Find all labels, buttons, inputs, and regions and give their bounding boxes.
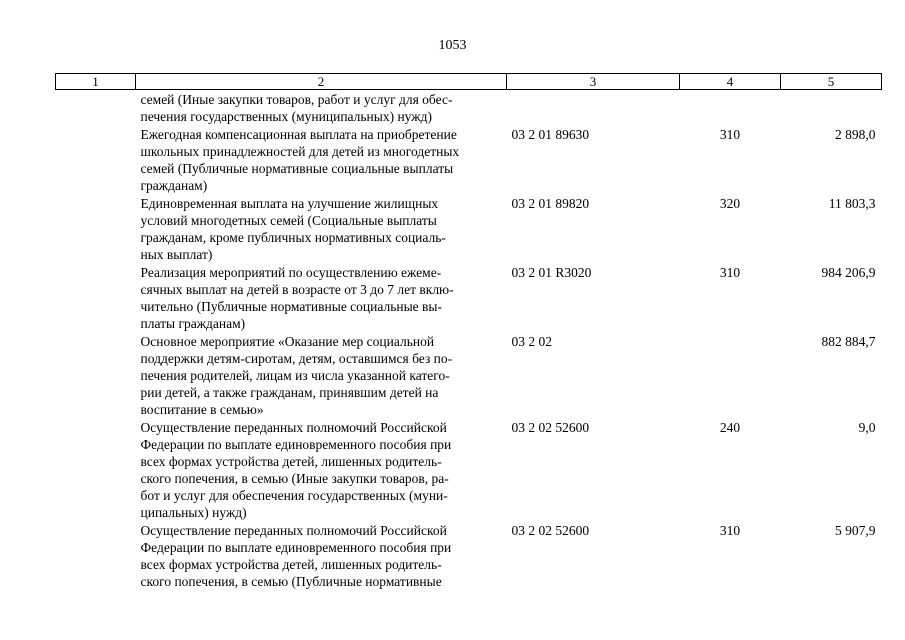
item-name-line: ных выплат) [140, 247, 213, 262]
item-name-line: воспитание в семью» [140, 402, 264, 417]
amount-cell [781, 90, 882, 126]
row-number-cell [56, 521, 136, 590]
row-number-cell [56, 125, 136, 194]
column-header: 1 [56, 74, 136, 90]
classification-code-cell: 03 2 01 89820 [511, 196, 590, 211]
item-name-line: всех формах устройства детей, лишенных родитель- [140, 454, 442, 469]
column-header: 4 [680, 74, 781, 90]
item-name-line: ципальных) нужд) [140, 505, 247, 520]
item-name-line: ского попечения, в семью (Публичные нормативные [140, 574, 442, 589]
item-name-line: семей (Публичные нормативные социальные выплаты [140, 161, 454, 176]
column-header: 3 [507, 74, 680, 90]
item-name-line: Федерации по выплате единовременного пособия при [140, 540, 452, 555]
table-row [56, 263, 882, 332]
item-name-line: гражданам, кроме публичных нормативных социаль- [140, 230, 446, 245]
amount-cell: 5 907,9 [835, 523, 876, 538]
item-name-line: рии детей, а также гражданам, принявшим детей на [140, 385, 439, 400]
classification-code-cell: 03 2 01 89630 [511, 127, 590, 142]
amount-cell: 9,0 [858, 420, 876, 435]
expense-type-cell: 240 [719, 420, 741, 435]
item-name-line: школьных принадлежностей для детей из многодетных [140, 144, 460, 159]
amount-cell: 2 898,0 [835, 127, 876, 142]
row-number-cell [56, 194, 136, 263]
item-name-line: Осуществление переданных полномочий Российской [140, 523, 447, 538]
page-number: 1053 [438, 38, 467, 53]
table-row [56, 332, 882, 418]
table-row [56, 521, 882, 590]
classification-code-cell [507, 90, 680, 126]
item-name-line: платы гражданам) [140, 316, 246, 331]
classification-code-cell: 03 2 02 52600 [511, 420, 590, 435]
classification-code-cell: 03 2 01 R3020 [511, 265, 592, 280]
item-name-line: ского попечения, в семью (Иные закупки товаров, ра- [140, 471, 449, 486]
budget-table [55, 73, 882, 590]
item-name-line: чительно (Публичные нормативные социальные вы- [140, 299, 442, 314]
expense-type-cell: 310 [719, 523, 741, 538]
item-name-line: Федерации по выплате единовременного пособия при [140, 437, 452, 452]
item-name-line: Реализация мероприятий по осуществлению ежеме- [140, 265, 442, 280]
item-name-line: Единовременная выплата на улучшение жилищных [140, 196, 439, 211]
item-name-cell [136, 125, 507, 194]
expense-type-cell: 320 [719, 196, 741, 211]
amount-cell: 11 803,3 [828, 196, 876, 211]
row-number-cell [56, 418, 136, 521]
expense-type-cell [680, 332, 781, 418]
table-row [56, 418, 882, 521]
classification-code-cell: 03 2 02 [511, 334, 552, 349]
item-name-cell [136, 194, 507, 263]
classification-code-cell: 03 2 02 52600 [511, 523, 590, 538]
table-row [56, 90, 882, 126]
row-number-cell [56, 332, 136, 418]
amount-cell: 984 206,9 [821, 265, 876, 280]
expense-type-cell: 310 [719, 265, 741, 280]
item-name-line: гражданам) [140, 178, 208, 193]
table-row [56, 125, 882, 194]
column-header: 5 [781, 74, 882, 90]
row-number-cell [56, 263, 136, 332]
expense-type-cell: 310 [719, 127, 741, 142]
item-name-line: Основное мероприятие «Оказание мер социальной [140, 334, 435, 349]
item-name-cell [136, 418, 507, 521]
table-body [56, 90, 882, 591]
item-name-line: поддержки детям-сиротам, детям, оставшимся без по- [140, 351, 453, 366]
item-name-line: Ежегодная компенсационная выплата на приобретение [140, 127, 457, 142]
item-name-line: печения государственных (муниципальных) нужд) [140, 109, 432, 124]
item-name-cell [136, 332, 507, 418]
item-name-cell [136, 521, 507, 590]
table-header [56, 74, 882, 90]
expense-type-cell [680, 90, 781, 126]
item-name-line: семей (Иные закупки товаров, работ и услуг для обес- [140, 92, 453, 107]
item-name-line: сячных выплат на детей в возрасте от 3 до 7 лет вклю- [140, 282, 454, 297]
item-name-line: Осуществление переданных полномочий Российской [140, 420, 447, 435]
item-name-line: печения родителей, лицам из числа указанной катего- [140, 368, 450, 383]
row-number-cell [56, 90, 136, 126]
item-name-line: бот и услуг для обеспечения государственных (муни- [140, 488, 448, 503]
column-header: 2 [136, 74, 507, 90]
item-name-line: условий многодетных семей (Социальные выплаты [140, 213, 437, 228]
item-name-cell [136, 263, 507, 332]
item-name-cell [136, 90, 507, 126]
table-row [56, 194, 882, 263]
amount-cell: 882 884,7 [821, 334, 876, 349]
item-name-line: всех формах устройства детей, лишенных родитель- [140, 557, 442, 572]
